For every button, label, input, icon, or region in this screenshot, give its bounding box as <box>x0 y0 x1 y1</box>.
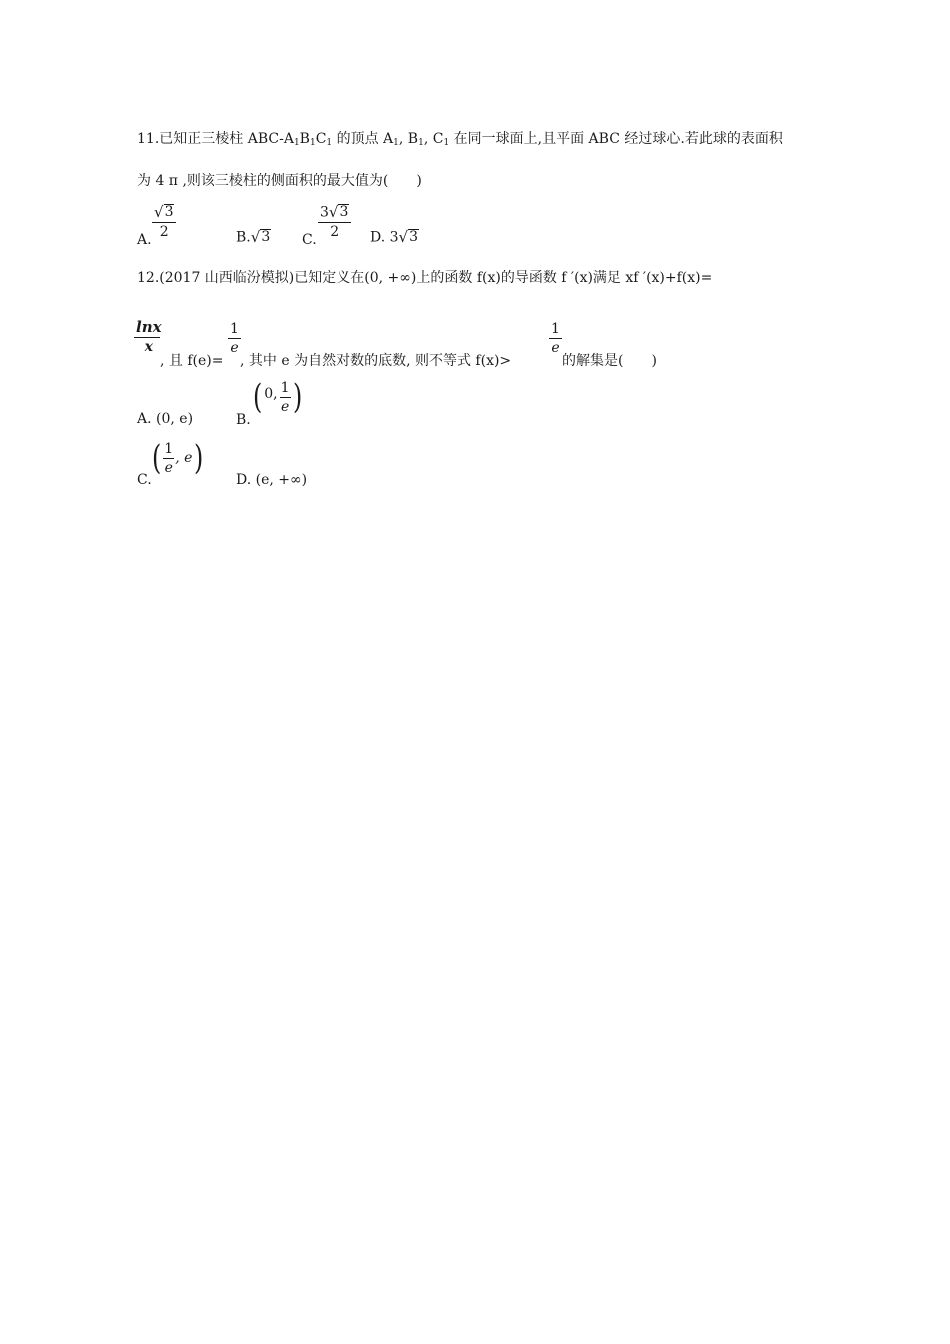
q11-text-3: C <box>315 131 327 147</box>
q12-b-right-paren: ) <box>292 377 302 417</box>
q12-option-c-label: C. <box>137 472 152 488</box>
q11-option-a-label: A. <box>137 232 152 248</box>
q11-line1 <box>137 128 783 148</box>
q12-e2-denominator: e <box>551 340 560 356</box>
q11-b-label: B. <box>236 229 251 246</box>
q11-text-5: , B <box>398 131 419 147</box>
q11-option-d: D. 3 √ 3 <box>370 227 419 246</box>
q12-c-denominator: e <box>164 459 173 476</box>
q12-c-tail: , e <box>175 450 193 466</box>
q11-a-radicand: 3 <box>164 204 174 220</box>
q11-sub-5: 1 <box>418 138 424 148</box>
q12-option-b-interval <box>251 377 304 417</box>
q11-line2: 为 4 π ,则该三棱柱的侧面积的最大值为( ) <box>137 173 422 189</box>
q12-option-d: D. (e, +∞) <box>236 472 308 488</box>
q11-sub-3: 1 <box>326 138 333 148</box>
q11-a-denominator: 2 <box>159 223 169 240</box>
q12-c-numerator: 1 <box>164 440 174 457</box>
q11-d-radicand: 3 <box>409 229 419 245</box>
q12-c-right-paren: ) <box>194 438 204 478</box>
q12-e2-numerator: 1 <box>551 321 560 337</box>
q11-sub-4: 1 <box>393 138 399 148</box>
q11-sub-1: 1 <box>293 138 300 148</box>
q11-b-radicand: 3 <box>261 229 271 245</box>
q11-text-1: 11.已知正三棱柱 ABC-A <box>137 131 294 147</box>
q12-line1: 12.(2017 山西临汾模拟)已知定义在(0, +∞)上的函数 f(x)的导函数 f ′(x)满足 xf ′(x)+f(x)= <box>137 270 713 286</box>
q12-b-left-paren: ( <box>252 377 263 417</box>
q12-b-numerator: 1 <box>280 379 290 396</box>
q11-text-2: B <box>299 131 310 147</box>
q11-d-label: D. 3 <box>370 229 399 246</box>
q12-e1-numerator: 1 <box>230 321 239 337</box>
q11-option-c-label: C. <box>302 232 317 248</box>
q12-c-fraction <box>163 442 174 475</box>
q12-lnx-numerator: lnx <box>136 318 162 336</box>
q12-option-b-label: B. <box>236 412 251 428</box>
q11-option-a-fraction: √ 3 2 <box>152 204 176 239</box>
q11-text-4: 的顶点 A <box>332 131 394 147</box>
q12-option-a: A. (0, e) <box>137 411 194 427</box>
q11-option-b: B. √ 3 <box>236 227 271 246</box>
q12-b-zero: 0, <box>264 386 278 402</box>
q12-lnx-denominator: x <box>144 339 153 355</box>
q11-text-7: 在同一球面上,且平面 ABC 经过球心.若此球的表面积 <box>449 131 783 147</box>
q12-b-denominator: e <box>280 398 290 415</box>
q12-b-fraction <box>280 381 291 414</box>
q12-lnx-fraction <box>134 320 164 354</box>
q12-part-c: 的解集是( ) <box>562 353 657 369</box>
q12-c-left-paren: ( <box>151 438 162 478</box>
q12-part-a: , 且 f(e)= <box>160 353 224 369</box>
q11-sub-2: 1 <box>309 138 316 148</box>
q12-option-c-interval <box>150 438 206 478</box>
q12-e-fraction-2 <box>549 322 562 355</box>
q11-text-6: , C <box>423 131 444 147</box>
q11-c-coef: 3 <box>320 204 329 221</box>
q11-c-denominator: 2 <box>330 223 340 240</box>
q12-part-b: , 其中 e 为自然对数的底数, 则不等式 f(x)> <box>240 353 512 369</box>
q11-c-radicand: 3 <box>339 204 349 220</box>
q11-option-c-fraction: 3 √ 3 2 <box>318 204 351 239</box>
q12-e1-denominator: e <box>230 340 239 356</box>
q11-sub-6: 1 <box>443 138 450 148</box>
q12-e-fraction-1 <box>228 322 241 355</box>
